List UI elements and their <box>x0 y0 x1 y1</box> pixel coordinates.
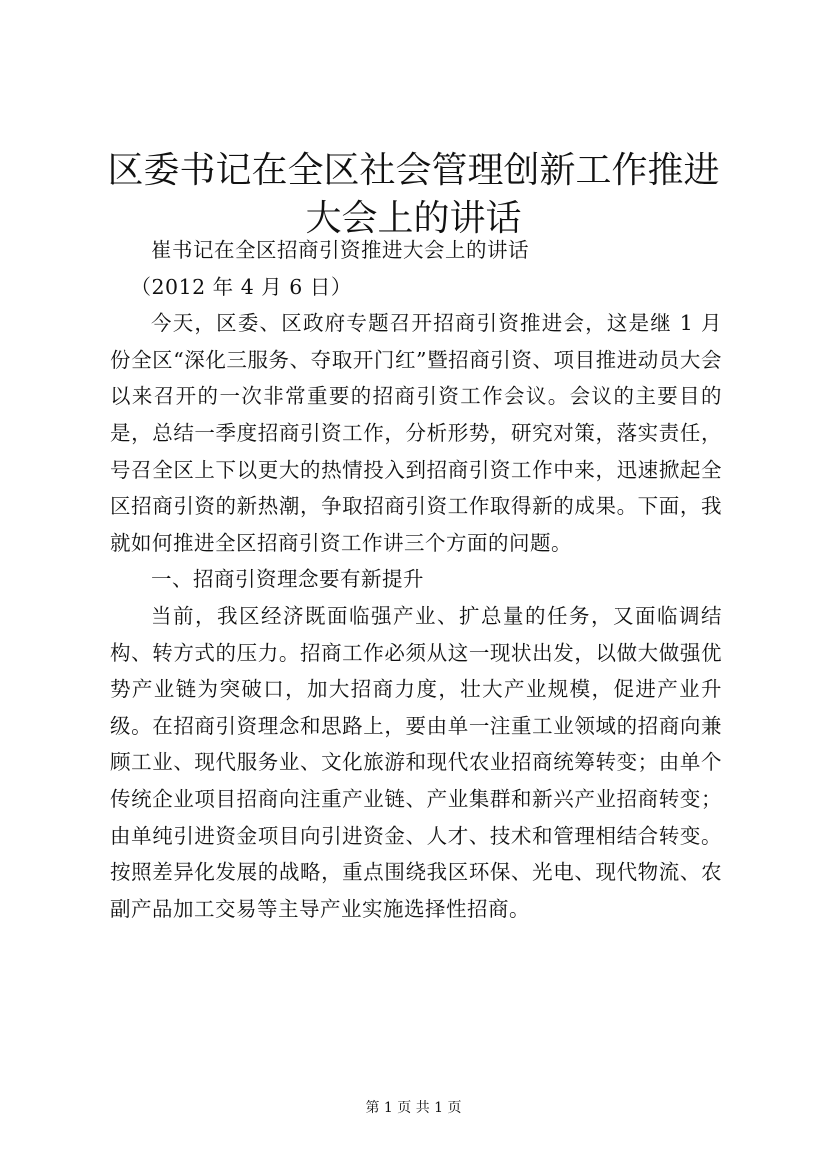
section-heading: 一、招商引资理念要有新提升 <box>151 567 424 592</box>
paragraph-intro: 今天，区委、区政府专题召开招商引资推进会，这是继 1 月份全区“深化三服务、夺取开门红”暨招商引资、项目推进动员大会以来召开的一次非常重要的招商引资工作会议。会议的主要目的是，总结一季度招商引资工作，分析形势，研究对策，落实责任，号召全区上下以更大的热情投入到招商引资工作中来，迅速掀起全区招商引资的新热潮，争取招商引资工作取得新的成果。下面，我就如何推进全区招商引资工作讲三个方面的问题。 <box>110 311 722 555</box>
document-date: （2012 年 4 月 6 日） <box>130 274 352 299</box>
document-body <box>110 232 722 927</box>
document-subtitle: 崔书记在全区招商引资推进大会上的讲话 <box>151 238 529 262</box>
document-title: 区委书记在全区社会管理创新工作推进大会上的讲话 <box>107 150 720 239</box>
paragraph-body: 当前，我区经济既面临强产业、扩总量的任务，又面临调结构、转方式的压力。招商工作必须从这一现状出发，以做大做强优势产业链为突破口，加大招商力度，壮大产业规模，促进产业升级。在招商引资理念和思路上，要由单一注重工业领域的招商向兼顾工业、现代服务业、文化旅游和现代农业招商统筹转变；由单个传统企业项目招商向注重产业链、产业集群和新兴产业招商转变；由单纯引进资金项目向引进资金、人才、技术和管理相结合转变。按照差异化发展的战略，重点围绕我区环保、光电、现代物流、农副产品加工交易等主导产业实施选择性招商。 <box>110 603 722 921</box>
page-footer: 第 1 页 共 1 页 <box>365 1100 462 1116</box>
